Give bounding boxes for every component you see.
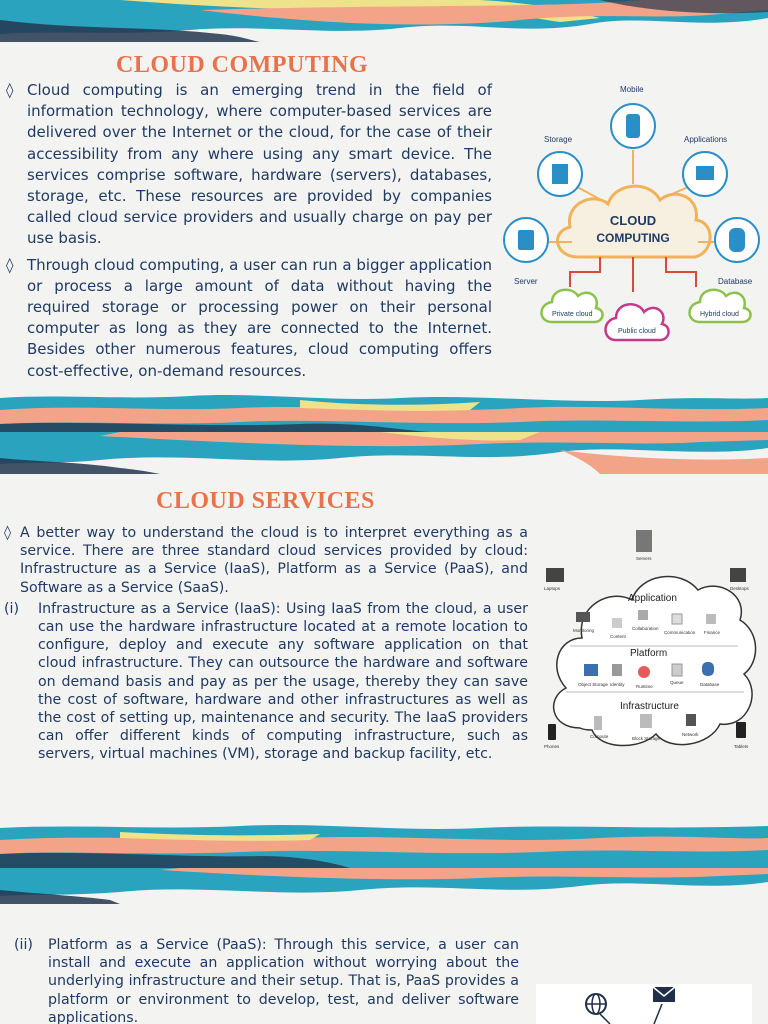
slide-title: CLOUD COMPUTING (116, 52, 369, 78)
app-item-communication: Communication (664, 630, 696, 635)
intro-text: A better way to understand the cloud is to interpret everything as a service. There are three standard cloud services provided by cloud: Infrastructure as a Service (IaaS), Platform as a Service (PaaS), and Software as a Service (SaaS). (20, 525, 528, 596)
node-label-server: Server (514, 277, 538, 286)
infra-item-network: Network (682, 732, 699, 737)
node-label-hybrid-cloud: Hybrid cloud (700, 311, 739, 318)
platform-item-object-storage: Object Storage (578, 682, 609, 687)
slide-paas (0, 868, 768, 1024)
platform-item-runtime: Runtime (636, 684, 653, 689)
node-label-storage: Storage (544, 135, 573, 144)
platform-item-database: Database (700, 682, 720, 687)
slide-cloud-computing (0, 0, 768, 432)
node-label-mobile: Mobile (620, 85, 644, 94)
item-marker: (ii) (14, 937, 33, 953)
platform-item-queue: Queue (670, 680, 684, 685)
bullet-item (6, 255, 492, 382)
layer-application: Application (628, 593, 677, 604)
bullet-diamond-icon: ◊ (6, 81, 14, 99)
decorative-brush-bottom-band (0, 390, 768, 432)
slide-cloud-services (0, 432, 768, 868)
decorative-brush-top-band (0, 0, 768, 42)
device-tablets: Tablets (734, 744, 749, 749)
device-phones: Phones (544, 744, 560, 749)
item-text: Platform as a Service (PaaS): Through this service, a user can install and execute an application without worrying about the underlying infrastructure and their setup. That is, PaaS provides a platform or environment to develop, test, and deliver software applications. (48, 937, 519, 1024)
bullet-diamond-icon: ◊ (4, 525, 12, 541)
center-label-line1: CLOUD (609, 213, 657, 228)
device-servers: Servers (636, 556, 652, 561)
paas-diagram-partial (536, 984, 752, 1024)
device-laptops: Laptops (544, 586, 561, 591)
node-label-database: Database (718, 277, 753, 286)
app-item-finance: Finance (704, 630, 721, 635)
layer-platform: Platform (630, 648, 668, 659)
item-marker: (i) (4, 600, 20, 617)
app-item-content: Content (610, 634, 626, 639)
device-desktops: Desktops (730, 586, 749, 591)
slide-title: CLOUD SERVICES (156, 488, 375, 514)
platform-item-identity: Identity (610, 682, 625, 687)
numbered-item (14, 936, 519, 1024)
center-label-line2: COMPUTING (596, 231, 670, 245)
app-item-collaboration: Collaboration (632, 626, 659, 631)
bullet-item (6, 80, 492, 250)
bullet-text: Cloud computing is an emerging trend in the field of information technology, where computer-based services are delivered over the Internet or the cloud, for the case of their accessibility from any where using any smart device. The services comprise software, hardware (servers), databases, storage, etc. These resources are provided by companies called cloud service providers and usually charge on pay per use basis. (27, 81, 492, 248)
infra-item-compute: Compute (590, 734, 609, 739)
node-label-private-cloud: Private cloud (552, 311, 593, 318)
node-label-public-cloud: Public cloud (618, 328, 656, 335)
mail-icon (653, 987, 675, 1002)
infra-item-block-storage: Block Storage (632, 736, 661, 741)
bullet-list (6, 80, 492, 382)
layer-infrastructure: Infrastructure (620, 701, 679, 712)
app-item-monitoring: Monitoring (573, 628, 595, 633)
decorative-brush-top-band (0, 432, 768, 474)
cloud-services-diagram (540, 528, 762, 774)
node-label-applications: Applications (684, 135, 728, 144)
item-text: Infrastructure as a Service (IaaS): Using IaaS from the cloud, a user can use the hardware infrastructure located at a remote location to configure, deploy and execute any software application on that cloud infrastructure. They can outsource the hardware and software on demand basis and pay as per the usage, thereby they can save the cost of software, hardware and other infrastructures as well as the cost of setting up, maintenance and security. The IaaS providers can offer different kinds of computing infrastructure, such as servers, virtual machines (VM), storage and backup facility, etc. (38, 600, 528, 763)
decorative-brush-top-band (0, 868, 768, 904)
decorative-brush-bottom-band (0, 822, 768, 868)
cloud-computing-diagram (500, 82, 762, 360)
bullet-text: Through cloud computing, a user can run a bigger application or process a large amount of data without having the required storage or processing power on their personal computer as long as they are connected to the Internet. Besides other numerous features, cloud computing offers cost-effective, on-demand resources. (27, 255, 492, 380)
numbered-item (4, 600, 528, 764)
services-text (4, 524, 528, 764)
paas-text (14, 936, 519, 1024)
bullet-diamond-icon: ◊ (6, 255, 14, 274)
bullet-item (4, 524, 528, 597)
